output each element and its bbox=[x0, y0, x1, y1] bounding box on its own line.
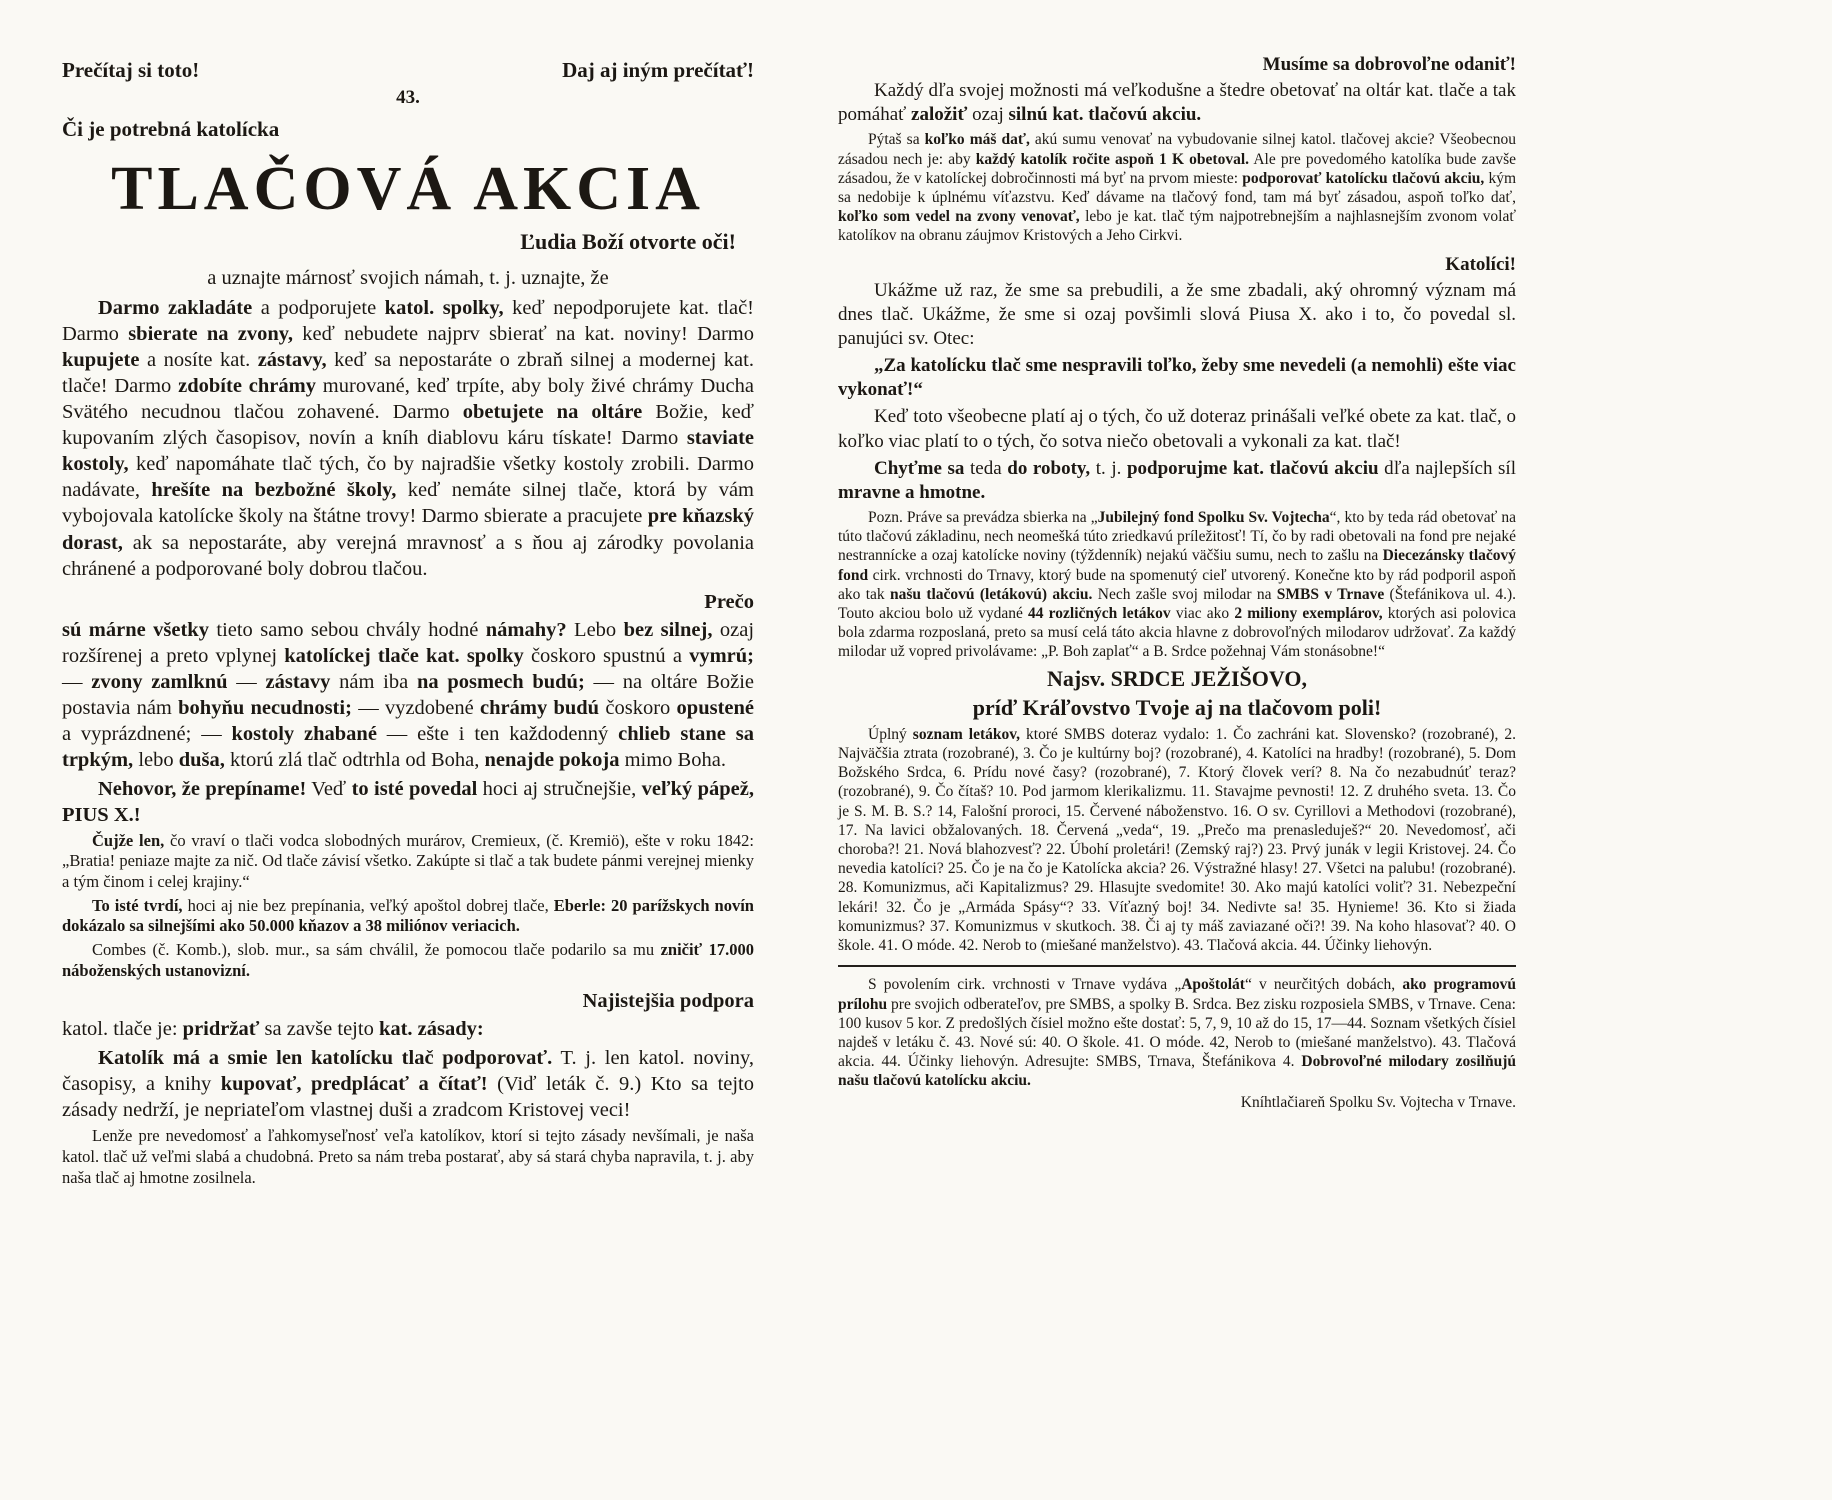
left-column-text bbox=[62, 265, 760, 1188]
heading-srdce-2: príď Kráľovstvo Tvoje aj na tlačovom poli! bbox=[972, 695, 1382, 721]
footnote-cremieux: Čujže len, čo vraví o tlači vodca slobodných murárov, Cremieux, (č. Kremiö), ešte v roku 1842: „Bratia! peniaze majte za nič. Od tlače závisí všetko. Zakúpte si tlač a tak budete pánmi verejnej mienky a tým činom i celej krajiny.“ bbox=[62, 830, 759, 892]
page-header-row bbox=[62, 58, 754, 83]
heading-najistejsia-podpora: Najistejšia podpora bbox=[582, 990, 754, 1013]
paragraph-su-marne: sú márne všetky tieto samo sebou chvály hodné námahy? Lebo bez silnej, ozaj rozšírenej a preto vplynej katolíckej tlače kat. spolky čoskoro spustnú a vymrú; — zvony zamlknú — zástavy nám iba na posmech budú; — na oltáre Božie postavia nám bohyňu necudnosti; — vyzdobené chrámy budú čoskoro opustené a vyprázdnené; — kostoly zhabané — ešte i ten každodenný chlieb stane sa trpkým, lebo duša, ktorú zlá tlač odtrhla od Boha, nenajde pokoja mimo Boha. bbox=[62, 618, 760, 771]
footnote-eberle: To isté tvrdí, hoci aj nie bez prepínania, veľký apoštol dobrej tlače, Eberle: 20 parížskych novín dokázalo sa silnejšími ako 50.000 kňazov a 38 miliónov veriacich. bbox=[62, 895, 759, 936]
kicker: Či je potrebná katolícka bbox=[62, 117, 280, 142]
intro-line: a uznajte márnosť svojich námah, t. j. uznajte, že bbox=[207, 267, 609, 290]
paragraph-nehovor: Nehovor, že prepíname! Veď to isté povedal hoci aj stručnejšie, veľký pápež, PIUS X.! bbox=[62, 777, 760, 826]
read-this-note: Prečítaj si toto! bbox=[62, 58, 200, 82]
divider bbox=[838, 965, 1516, 967]
heading-musime: Musíme sa dobrovoľne odaniť! bbox=[1262, 54, 1516, 75]
footnote-lenze: Lenže pre nevedomosť a ľahkomyseľnosť veľa katolíkov, ktorí si tejto zásady nevšímali, je naša katol. tlač už veľmi slabá a chudobná. Preto sa nám treba postarať, aby sá stará chyba napravila, t. j. aby naša tlač aj hmotne zosilnela. bbox=[62, 1126, 759, 1187]
heading-srdce-1: Najsv. SRDCE JEŽIŠOVO, bbox=[1047, 665, 1307, 691]
paragraph-ukazme: Ukážme už raz, že sme sa prebudili, a že sme zbadali, aký ohromný význam má dnes tlač. Ukážme, že sme si ozaj povšimli slová Piusa X. ako i to, čo povedal sl. panujúci sv. Otec: bbox=[838, 279, 1521, 350]
footnote-combes: Combes (č. Komb.), slob. mur., sa sám chválil, že pomocou tlače podarilo sa mu zničiť 17.000 náboženských ustanovizní. bbox=[62, 939, 759, 980]
paragraph-darmo: Darmo zakladáte a podporujete katol. spolky, keď nepodporujete kat. tlač! Darmo sbierate na zvony, keď nebudete najprv sbierať na kat. noviny! Darmo kupujete a nosíte kat. zástavy, keď sa nepostaráte o zbraň silnej a modernej kat. tlače! Darmo zdobíte chrámy murované, keď trpíte, aby boly živé chrámy Ducha Svätého necudnou tlačou zohavené. Darmo obetujete na oltáre Božie, keď kupovaním zlých časopisov, novín a kníh diablovu káru tískate! Darmo staviate kostoly, keď napomáhate tlač tých, čo by najradšie všetky kostoly zrobili. Darmo nadávate, hrešíte na bezbožné školy, keď nemáte silnej tlače, ktorá by vám vybojovala katolícke školy na štátne trovy! Darmo sbierate a pracujete pre kňazský dorast, ak sa nepostaráte, aby verejná mravnosť a s ňou aj zárodky povolania chránené a podporované boly dobrou tlačou. bbox=[62, 297, 760, 580]
paragraph-kazdy: Každý dľa svojej možnosti má veľkodušne a štedre obetovať na oltár kat. tlače a tak pomáhať založiť ozaj silnú kat. tlačovú akciu. bbox=[838, 80, 1521, 126]
pass-along-note: Daj aj iným prečítať! bbox=[562, 58, 754, 82]
paragraph-chytme: Chyťme sa teda do roboty, t. j. podporujme kat. tlačovú akciu dľa najlepších síl mravne a hmotne. bbox=[838, 457, 1521, 503]
heading-katolici: Katolíci! bbox=[1445, 253, 1516, 275]
paragraph-katolik: Katolík má a smie len katolícku tlač podporovať. T. j. len katol. noviny, časopisy, a knihy kupovať, predplácať a čítať! (Viď leták č. 9.) Kto sa tejto zásady nedrží, je nepriateľom vlastnej duši a zradcom Kristovej veci! bbox=[62, 1047, 760, 1122]
printer-line: Kníhtlačiareň Spolku Sv. Vojtecha v Trnave. bbox=[1240, 1093, 1516, 1111]
footnote-pytas: Pýtaš sa koľko máš dať, akú sumu venovať na vybudovanie silnej katol. tlačovej akcie? Všeobecnou zásadou nech je: aby každý katolík ročite aspoň 1 K obetoval. Ale pre povedomého katolíka bude zavše zásadou, že v katolíckej dobročinnosti má byť na prvom mieste: podporovať katolícku tlačovú akciu, kým sa nedobije k úplnému víťazstvu. Keď dávame na tlačový fond, tam má byť zásadou, aspoň toľko dať, koľko som vedel na zvony venovať, lebo je kat. tlač tým najpotrebnejším a najhlasnejším zvonom volať katolíkov na obranu záujmov Kristových a Jeho Cirkvi. bbox=[838, 131, 1520, 245]
footnote-imprint-text: S povolením cirk. vrchnosti v Trnave vydáva „Apoštolát“ v neurčitých dobách, ako programovú prílohu pre svojich odberateľov, pre SMBS, a spolky B. Srdca. Bez zisku rozposiela SMBS, v Trnave. Cena: 100 kusov 5 kor. Z predošlých čísiel možno ešte dostať: 5, 7, 9, 10 až do 15, 17—44. Soznam všetkých čísiel najdeš v letáku č. 43. Nové sú: 40. O škole. 41. O móde. 42, Nerob to (miešané manželstvo). 43. Tlačová akcia. 44. Účinky liehovýn. Adresujte: SMBS, Trnava, Štefánikova 4. Dobrovoľné milodary zosilňujú našu tlačovú katolícku akciu. bbox=[838, 976, 1520, 1090]
paragraph-ked-toto: Keď toto všeobecne platí aj o tých, čo už doteraz prinášali veľké obete za kat. tlač, o koľko viac platí to o tých, čo sotva niečo obetovali a vykonali za kat. tlač! bbox=[838, 406, 1521, 452]
page-left bbox=[62, 58, 760, 1191]
paragraph-quote: „Za katolícku tlač sme nespravili toľko, žeby sme nevedeli (a nemohli) ešte viac vykonať!“ bbox=[838, 355, 1521, 401]
right-column-text bbox=[838, 53, 1521, 1112]
footnote-pozn: Pozn. Práve sa prevádza sbierka na „Jubilejný fond Spolku Sv. Vojtecha“, kto by teda rád obetovať na túto tlačovú základinu, nech neomešká túto zriedkavú príležitosť! Tí, čo by radi obetovali na fond pre nejaké nestrannícke a ozaj katolícke noviny (týždenník) nejakú väčšiu sumu, nech to zašlu na Diecezánsky tlačový fond cirk. vrchnosti do Trnavy, ktorý bude na spomenutý cieľ utvorený. Konečne kto by rád podporil aspoň ako tak našu tlačovú (letákovú) akciu. Nech zašle svoj milodar na SMBS v Trnave (Štefánikova ul. 4.). Touto akciou bolo už vydané 44 rozličných letákov viac ako 2 miliony exemplárov, ktorých asi polovica bola zdarma rozposlaná, preto sa musí celá táto akcia hlavne z dobrovoľných milodarov udržovať. Za každý milodar už vopred privolávame: „P. Boh zaplať“ a B. Srdce požehnaj Vám stonásobne!“ bbox=[838, 508, 1520, 661]
subtitle: Ľudia Boží otvorte oči! bbox=[520, 229, 736, 255]
paragraph-katol-tlace: katol. tlače je: pridržať sa zavše tejto kat. zásady: bbox=[62, 1018, 484, 1041]
page-number: 43. bbox=[396, 87, 420, 109]
page-title: TLAČOVÁ AKCIA bbox=[111, 155, 705, 224]
footnote-soznam: Úplný soznam letákov, ktoré SMBS doteraz vydalo: 1. Čo zachráni kat. Slovensko? (rozobrané), 2. Najväčšia ztrata (rozobrané), 3. Čo je kultúrny boj? (rozobrané), 4. Katolíci na hradby! (rozobrané), 5. Dom Božského Srdca, 6. Prídu nové časy? (rozobrané), 7. Ktorý človek verí? 8. Na čo nezabudnúť teraz? (rozobrané), 9. Čo čítaš? 10. Pod jarmom klerikalizmu. 11. Stavajme pevnosti! 12. Z druhého sveta. 13. Čo je S. M. B. S.? 14, Falošní proroci, 15. Červené náboženstvo. 16. O sv. Cyrillovi a Methodovi (rozobrané), 17. Na lavici obžalovaných. 18. Červená „veda“, 19. „Prečo ma prenasleduješ?“ 20. Nevedomosť, ači choroba?! 21. Nová blahozvesť? 22. Úbohí proletári! (Zemský raj?) 23. Prvý junák v legii Kristovej. 24. Čo nevedia katolíci? 25. Čo je na čo je Katolícka akcia? 26. Výstražné hlasy! 27. Všetci na palubu! (rozobrané). 28. Komunizmus, ači Kapitalizmus? 29. Hlasujte svedomite! 30. Ako majú katolíci voliť? 31. Nebezpeční lekári! 32. Čo je „Armáda Spásy“? 33. Víťazný boj! 34. Nedivte sa! 35. Hynieme! 36. Kto si žiada komunizmus? 37. Komunizmus v skutkoch. 38. Či aj ty máš zaviazané oči?! 39. Na koho hlasovať? 40. O škole. 41. O móde. 42. Nerob to (miešané manželstvo). 43. Tlačová akcia. 44. Účinky liehovýn. bbox=[838, 725, 1520, 955]
page-right bbox=[838, 46, 1521, 1115]
heading-preco: Prečo bbox=[704, 590, 754, 613]
